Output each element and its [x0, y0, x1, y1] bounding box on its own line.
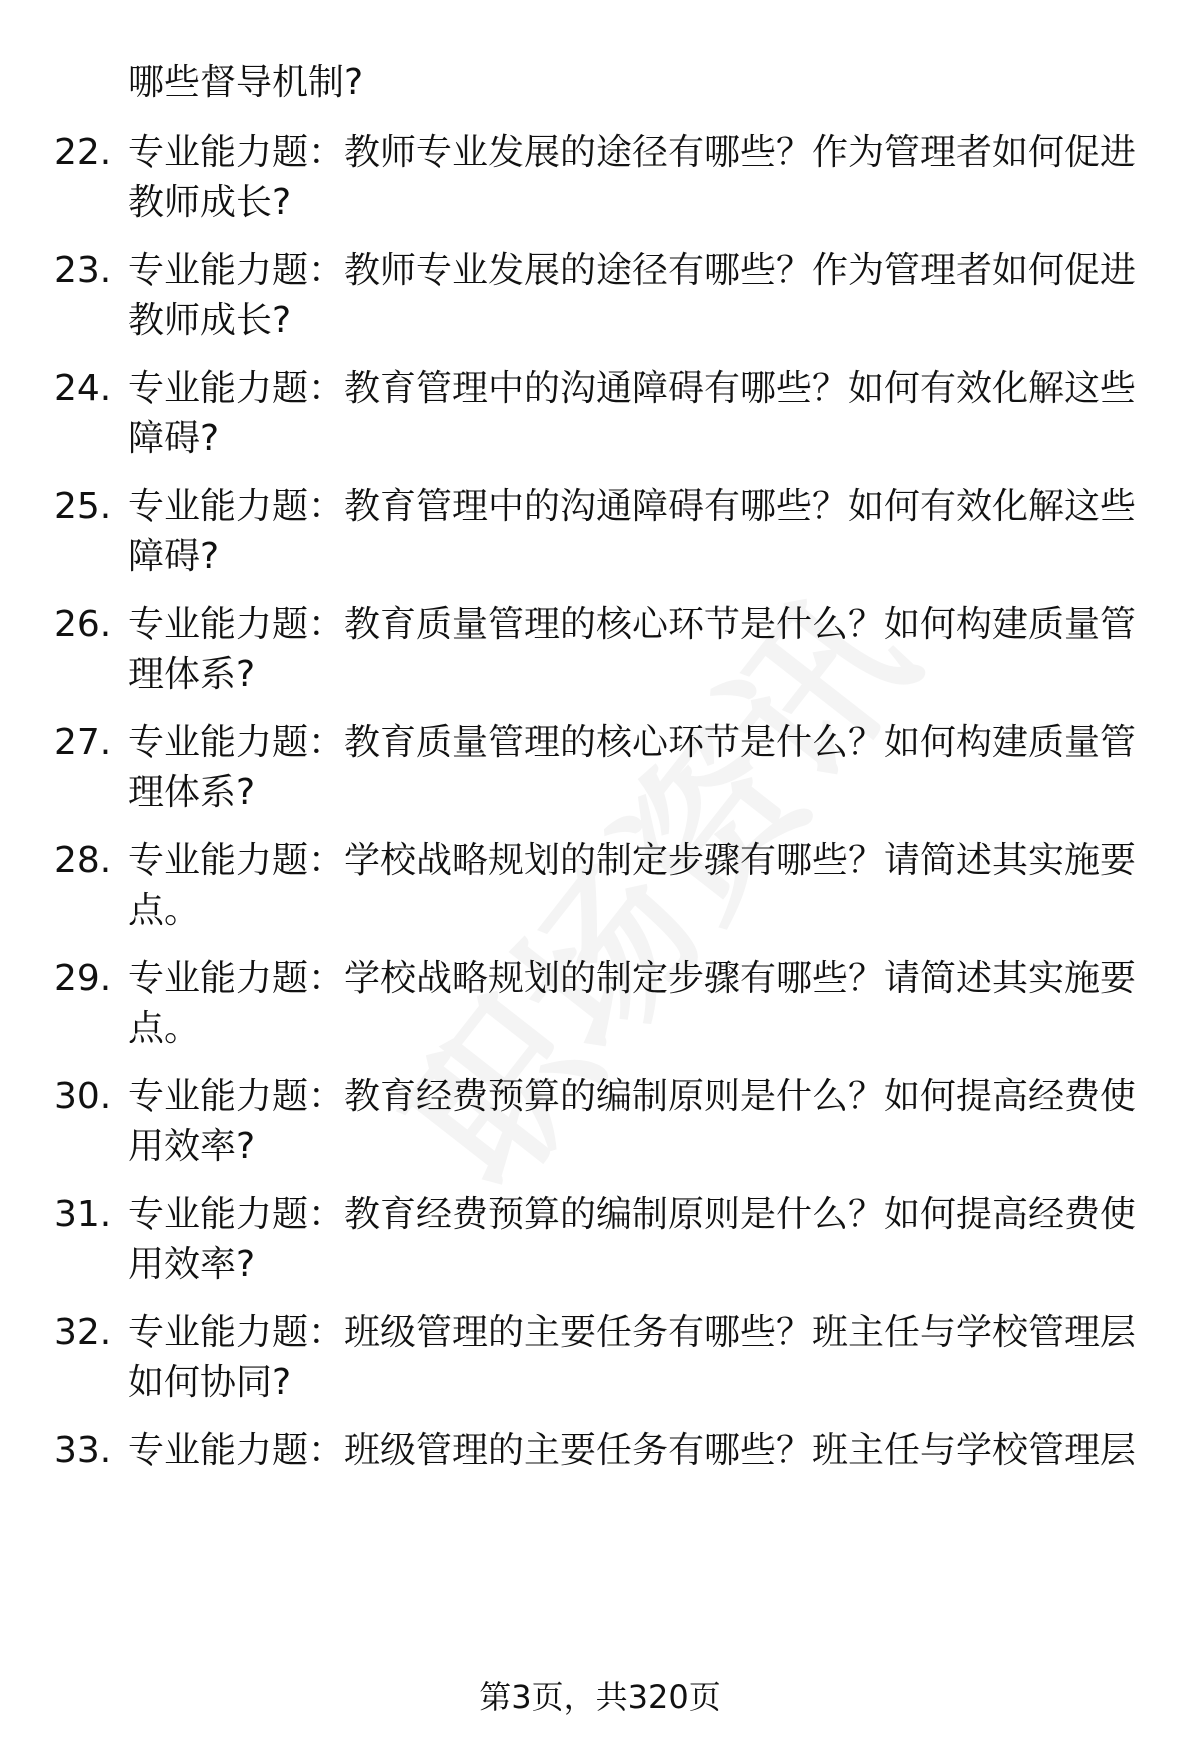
item-text [128, 1426, 1138, 1476]
item-text [128, 600, 1138, 700]
item-number: 24. [54, 368, 112, 409]
item-text-line1: 专业能力题：教育管理中的沟通障碍有哪些？如何有效化解这些 [128, 486, 1137, 527]
item-number: 33. [54, 1430, 112, 1471]
item-number: 32. [54, 1312, 112, 1353]
item-number: 30. [54, 1076, 112, 1117]
item-number: 22. [54, 132, 112, 173]
item-text-line1: 专业能力题：班级管理的主要任务有哪些？班主任与学校管理层 [128, 1312, 1137, 1353]
item-text-line1: 专业能力题：教育质量管理的核心环节是什么？如何构建质量管 [128, 722, 1137, 763]
item-number: 28. [54, 840, 112, 881]
item-text-line2: 点。 [128, 1008, 201, 1049]
item-text-line2: 理体系? [128, 772, 256, 813]
item-number: 23. [54, 250, 112, 291]
item-text [128, 1072, 1138, 1172]
item-text [128, 718, 1138, 818]
item-text-line1: 专业能力题：班级管理的主要任务有哪些？班主任与学校管理层 [128, 1430, 1137, 1471]
item-text [128, 128, 1138, 228]
item-text-line1: 专业能力题：教师专业发展的途径有哪些？作为管理者如何促进 [128, 132, 1137, 173]
item-number: 27. [54, 722, 112, 763]
item-text-line1: 专业能力题：教育质量管理的核心环节是什么？如何构建质量管 [128, 604, 1137, 645]
item-text [128, 364, 1138, 464]
item-text [128, 246, 1138, 346]
item-text-line2: 障碍? [128, 418, 220, 459]
item-text [128, 1308, 1138, 1408]
item-text [128, 482, 1138, 582]
item-text-line1: 专业能力题：学校战略规划的制定步骤有哪些？请简述其实施要 [128, 840, 1137, 881]
item-text-line2: 障碍? [128, 536, 220, 577]
continuation-text: 哪些督导机制? [128, 62, 364, 103]
item-number: 31. [54, 1194, 112, 1235]
item-number: 26. [54, 604, 112, 645]
item-text-line1: 专业能力题：教师专业发展的途径有哪些？作为管理者如何促进 [128, 250, 1137, 291]
item-number: 29. [54, 958, 112, 999]
item-text-line2: 教师成长? [128, 182, 292, 223]
item-text-line2: 点。 [128, 890, 201, 931]
item-text [128, 954, 1138, 1054]
item-text-line1: 专业能力题：教育经费预算的编制原则是什么？如何提高经费使 [128, 1194, 1137, 1235]
item-number: 25. [54, 486, 112, 527]
item-text-line1: 专业能力题：教育管理中的沟通障碍有哪些？如何有效化解这些 [128, 368, 1137, 409]
item-text [128, 1190, 1138, 1290]
item-text-line2: 教师成长? [128, 300, 292, 341]
item-text-line2: 用效率? [128, 1244, 256, 1285]
item-text-line2: 如何协同? [128, 1362, 292, 1403]
item-text-line2: 理体系? [128, 654, 256, 695]
item-text-line1: 专业能力题：学校战略规划的制定步骤有哪些？请简述其实施要 [128, 958, 1137, 999]
item-text-line2: 用效率? [128, 1126, 256, 1167]
page-footer: 第3页，共320页 [479, 1678, 721, 1716]
item-text [128, 836, 1138, 936]
item-text-line1: 专业能力题：教育经费预算的编制原则是什么？如何提高经费使 [128, 1076, 1137, 1117]
